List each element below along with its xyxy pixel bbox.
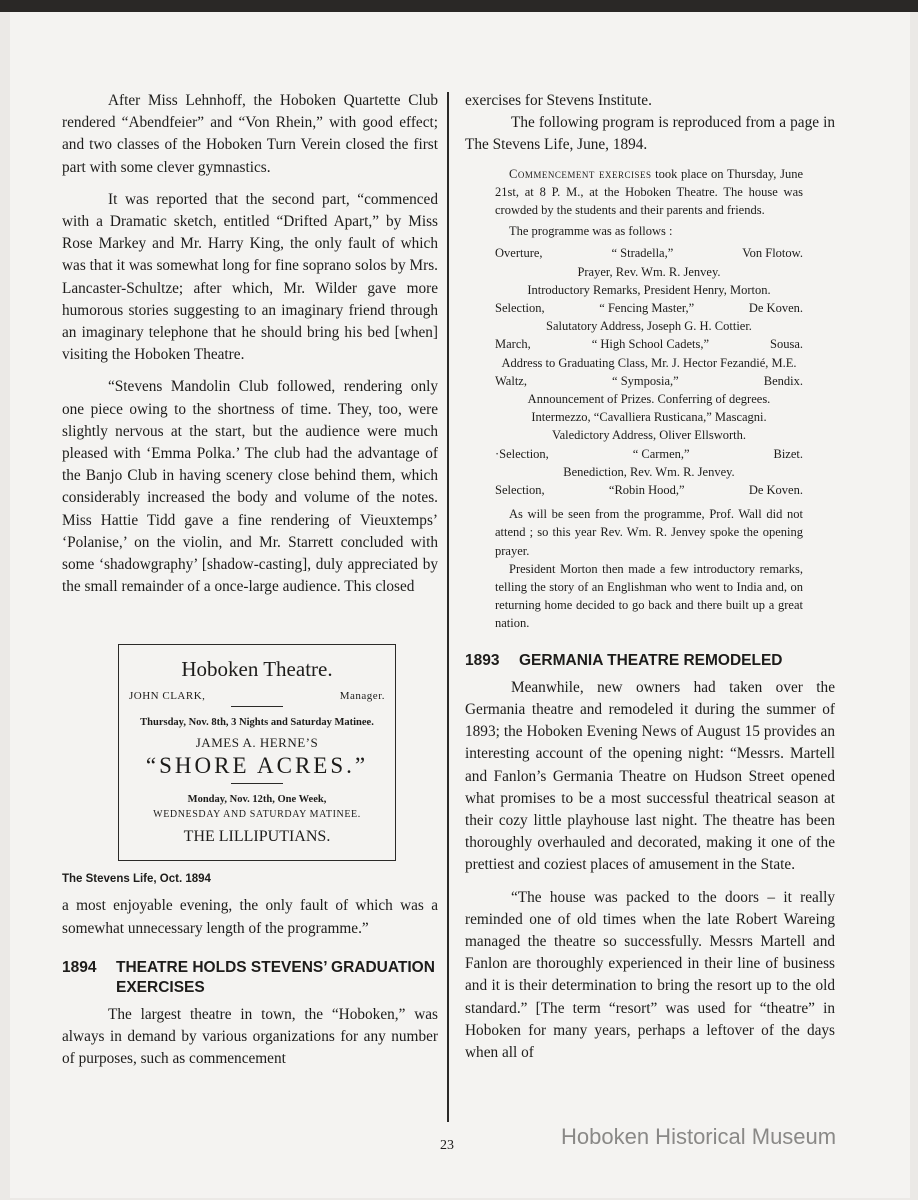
program-item: Intermezzo, “Cavalliera Rusticana,” Mascagni. [531, 410, 767, 425]
program-item [495, 372, 803, 390]
section-title: THEATRE HOLDS STEVENS’ GRADUATION EXERCISES [116, 958, 435, 996]
program-item-title: “ Fencing Master,” [599, 301, 695, 316]
paragraph: Meanwhile, new owners had taken over the Germania theatre and remodeled it during the summer of 1893; the Hoboken Evening News of August 15 provides an interesting account of the opening night: “Messrs. Martell and Fanlon’s Germania Theatre on Hudson Street opened what promises to be a most successful theatrical season at their cozy little playhouse last night. The theatre has been thoroughly overhauled and decorated, making it one of the prettiest and coziest places of amusement in the State. [465, 678, 835, 874]
program-item-title: “ Carmen,” [632, 446, 690, 461]
program-item-title: “ High School Cadets,” [591, 337, 710, 352]
playbill-rule [231, 783, 283, 784]
program-as-follows: The programme was as follows : [509, 224, 673, 239]
program-item-composer: De Koven. [748, 301, 803, 316]
program-item-composer: De Koven. [748, 483, 803, 498]
program-item: Benediction, Rev. Wm. R. Jenvey. [563, 464, 735, 479]
paragraph: “The house was packed to the doors – it really reminded one of old times when the late Robert Wareing managed the theatre so successfully. Messrs Martell and Fanlon are thoroughly experienced in their line of business and it is their determination to bring the resort up to the old standard.” [The term “resort” was used for “theatre” in Hoboken for many years, perhaps a leftover of the days when all of [465, 888, 835, 1061]
program-item: Address to Graduating Class, Mr. J. Hector Fezandié, M.E. [501, 355, 797, 370]
program-item: Salutatory Address, Joseph G. H. Cottier. [546, 319, 752, 334]
section-heading [465, 651, 835, 671]
program-item-composer: Bendix. [763, 373, 803, 388]
section-title: GERMANIA THEATRE REMODELED [519, 651, 783, 669]
paragraph: After Miss Lehnhoff, the Hoboken Quartette Club rendered “Abendfeier” and “Von Rhein,” with good effect; and two classes of the Hoboken Turn Verein closed the first part with some clever gymnastics. [62, 92, 438, 176]
column-divider [447, 92, 449, 1122]
playbill-next-dates: Monday, Nov. 12th, One Week, [187, 794, 327, 806]
program-item [495, 335, 803, 353]
program-item-title: “Robin Hood,” [608, 483, 685, 498]
playbill-matinees: WEDNESDAY AND SATURDAY MATINEE. [153, 809, 361, 821]
playbill-manager-label: Manager. [339, 690, 385, 703]
paragraph: The largest theatre in town, the “Hoboken,” was always in demand by various organizations for any number of purposes, such as commencement [62, 1005, 438, 1068]
paragraph: exercises for Stevens Institute. [465, 92, 652, 109]
program-note: As will be seen from the programme, Prof. Wall did not attend ; so this year Rev. Wm. R. Jenvey spoke the opening prayer. [495, 507, 803, 558]
playbill-caption: The Stevens Life, Oct. 1894 [62, 873, 211, 886]
program-lead: Commencement exercises [509, 166, 652, 181]
right-column [465, 90, 835, 1064]
program-item-type: Selection, [495, 483, 545, 498]
playbill-manager-row [129, 690, 385, 702]
program-intro [495, 165, 803, 220]
program-item: Valedictory Address, Oliver Ellsworth. [551, 428, 747, 443]
program-lead-rest: took place on Thursday, June 21st, at 8 P. M., at the Hoboken Theatre. The house was crowded by the students and their parents and friends. [495, 166, 803, 218]
playbill-next-show: THE LILLIPUTIANS. [183, 828, 331, 846]
program-item-composer: Sousa. [770, 337, 803, 352]
program-item-type: ·Selection, [495, 446, 549, 461]
program-item: Introductory Remarks, President Henry, Morton. [527, 282, 771, 297]
section-heading [62, 958, 438, 998]
program-item-type: Selection, [495, 301, 545, 316]
program-item-type: March, [495, 337, 531, 352]
paragraph: a most enjoyable evening, the only fault of which was a somewhat unnecessary length of the programme.” [62, 897, 438, 937]
playbill-dates: Thursday, Nov. 8th, 3 Nights and Saturday Matinee. [140, 717, 374, 729]
playbill-rule [231, 706, 283, 707]
program-item-title: “ Symposia,” [612, 373, 679, 388]
program-item-type: Waltz, [495, 373, 527, 388]
playbill-title: Hoboken Theatre. [181, 657, 333, 682]
playbill-manager-name: JOHN CLARK, [129, 690, 206, 703]
program-item-title: “ Stradella,” [611, 246, 674, 261]
playbill-advertisement [118, 644, 396, 861]
program-item: Announcement of Prizes. Conferring of degrees. [527, 392, 771, 407]
program-item-type: Overture, [495, 246, 543, 261]
left-column [62, 90, 438, 1070]
section-year: 1894 [62, 958, 97, 976]
museum-watermark: Hoboken Historical Museum [561, 1124, 837, 1149]
program-item-composer: Von Flotow. [742, 246, 803, 261]
program-item [495, 244, 803, 262]
top-border [0, 0, 918, 12]
program-item-composer: Bizet. [773, 446, 803, 461]
paragraph: “Stevens Mandolin Club followed, rendering only one piece owing to the shortness of time. They, too, were slightly nervous at the start, but the audience were much pleased with ‘Emma Polka.’ The club had the advantage of the Banjo Club in having scenery close behind them, which considerably increased the body and volume of the notes. Miss Hattie Tidd gave a fine rendering of Vieuxtemps’ ‘Polanise,’ on the violin, and Mr. Starrett concluded with some ‘shadowgraphy’ [shadow-casting], duly appreciated by the small remainder of a once-large audience. This closed [62, 378, 438, 596]
page-number: 23 [440, 1138, 454, 1153]
program-note: President Morton then made a few introductory remarks, telling the story of an Englishman who went to India and, on returning home decided to go back and there built up a great nation. [495, 561, 803, 631]
program-item [495, 481, 803, 499]
playbill-show: “SHORE ACRES.” [145, 753, 369, 779]
paragraph: The following program is reproduced from a page in The Stevens Life, June, 1894. [465, 114, 835, 154]
commencement-program [495, 165, 803, 633]
program-item: Prayer, Rev. Wm. R. Jenvey. [577, 264, 721, 279]
program-item [495, 299, 803, 317]
section-year: 1893 [465, 651, 500, 669]
paragraph: It was reported that the second part, “commenced with a Dramatic sketch, entitled “Drifted Apart,” by Miss Rose Markey and Mr. Harry King, the only fault of which was that it was somewhat long for fine soprano solos by Mrs. Lancaster-Schultze; after which, Mr. Wilder gave more humorous stories suggesting to an imaginary friend through an imaginary telephone that he should bring his bed [when] visiting the Hoboken Theatre. [62, 190, 438, 364]
playbill-producer: JAMES A. HERNE’S [195, 735, 319, 751]
program-item [495, 445, 803, 463]
